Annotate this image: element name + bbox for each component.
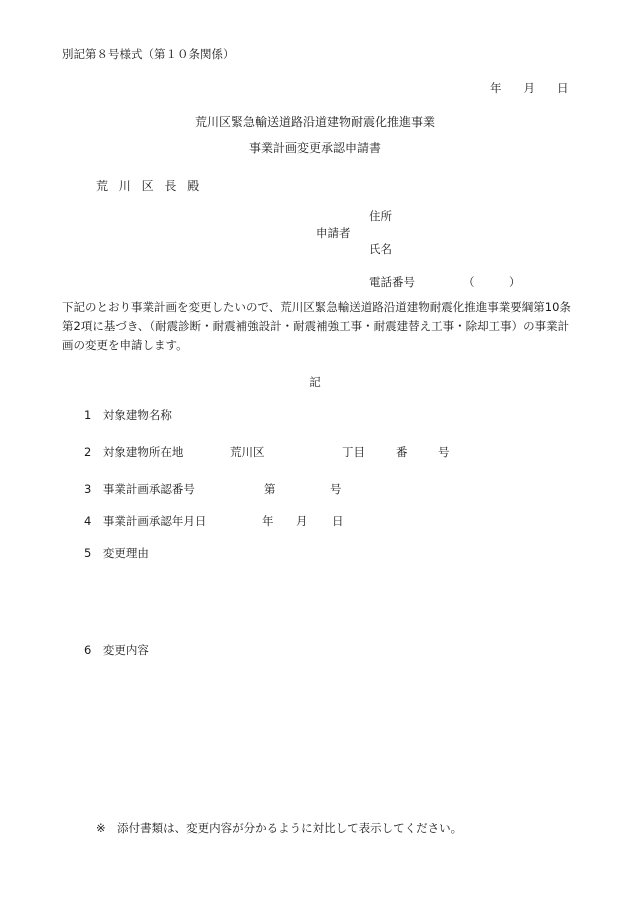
approval-date-day: 日 [332,514,344,528]
approval-date-month: 月 [296,514,308,528]
item-building-name: 1 対象建物名称 [84,408,172,422]
date-day: 日 [557,81,569,95]
item-change-content: 6 変更内容 [84,643,149,657]
ki-heading: 記 [309,375,321,389]
form-number-label: 別記第８号様式（第１０条関係） [62,47,235,61]
name-label: 氏名 [369,242,392,256]
applicant-label: 申請者 [316,226,351,240]
address-label: 住所 [369,209,392,223]
attachment-note: ※ 添付書類は、変更内容が分かるように対比して表示してください。 [96,821,463,835]
phone-label: 電話番号 [369,275,415,289]
item-approval-number: 3 事業計画承認番号 [84,482,195,496]
item-change-reason: 5 変更理由 [84,546,149,560]
addressee: 荒川区長殿 [96,179,211,193]
item-approval-date: 4 事業計画承認年月日 [84,514,207,528]
location-ban: 番 [396,445,408,459]
date-month: 月 [523,81,535,95]
date-year: 年 [490,81,502,95]
location-chome: 丁目 [342,445,365,459]
approval-number-dai: 第 [264,482,276,496]
approval-number-go: 号 [330,482,342,496]
approval-date-year: 年 [262,514,274,528]
document-subtitle: 事業計画変更承認申請書 [248,141,381,155]
item-building-location: 2 対象建物所在地 [84,445,184,459]
location-go: 号 [438,445,450,459]
location-ward: 荒川区 [230,445,265,459]
document-title: 荒川区緊急輸送道路沿道建物耐震化推進事業 [194,115,435,129]
application-statement: 下記のとおり事業計画を変更したいので、荒川区緊急輸送道路沿道建物耐震化推進事業要綱第10条第2項に基づき、（耐震診断・耐震補強設計・耐震補強工事・耐震建替え工事・除却工事）の事業計画の変更を申請します。 [62,300,571,352]
date-line [490,83,569,95]
phone-parentheses: （ ） [463,275,521,289]
